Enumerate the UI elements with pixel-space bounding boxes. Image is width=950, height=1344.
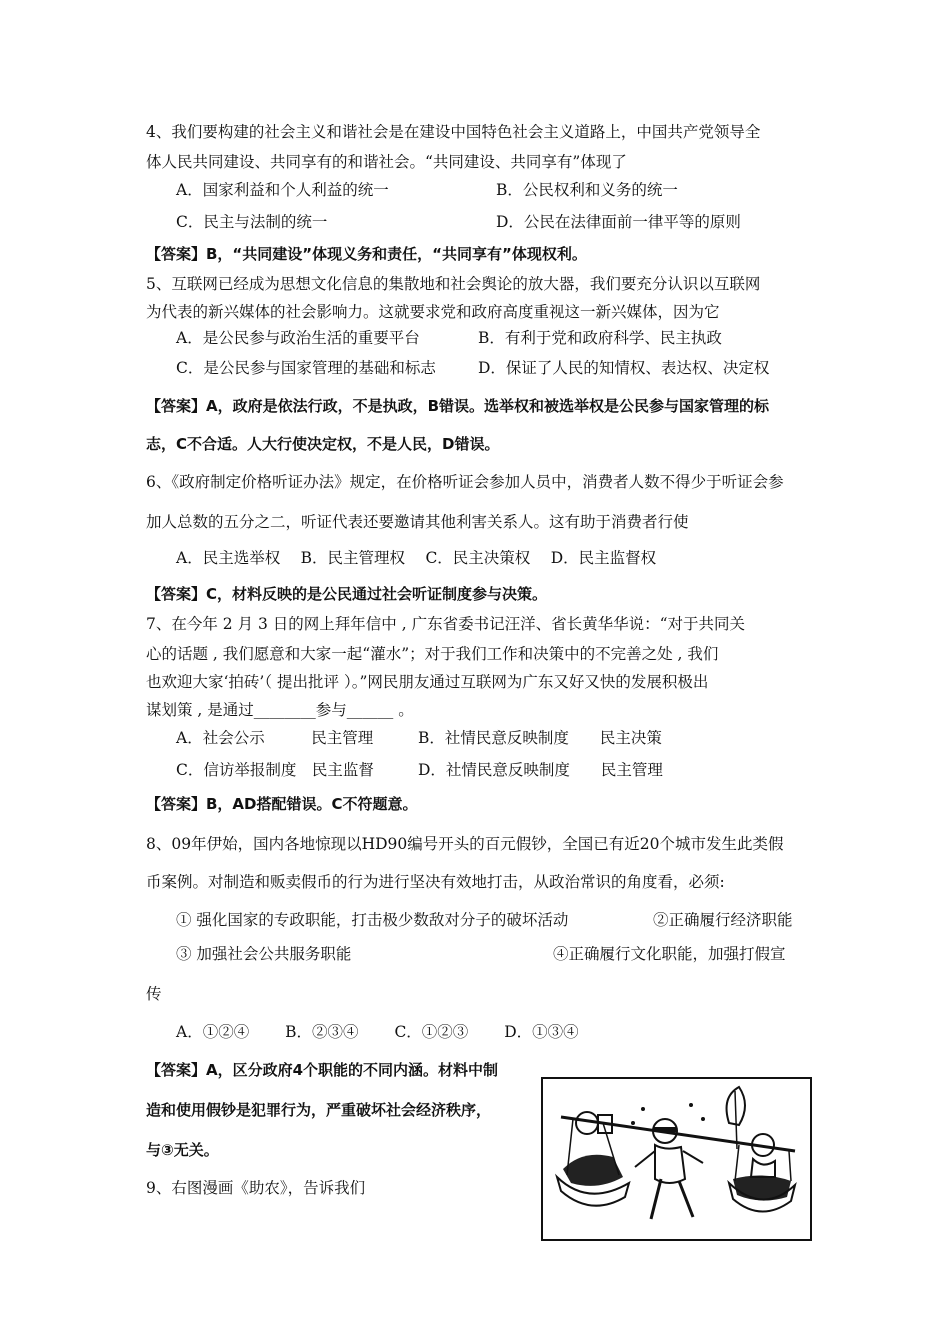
q5-option-c: C．是公民参与国家管理的基础和标志: [176, 359, 436, 377]
q8-stem-line-2: 币案例。对制造和贩卖假币的行为进行坚决有效地打击，从政治常识的角度看，必须:: [146, 873, 725, 891]
q4-answer: 【答案】B，“共同建设”体现义务和责任，“共同享有”体现权利。: [146, 245, 587, 263]
q8-answer-line-2: 造和使用假钞是犯罪行为，严重破坏社会经济秩序，: [146, 1101, 492, 1119]
q4-option-d: D．公民在法律面前一律平等的原则: [496, 213, 741, 231]
q5-stem-line-2: 为代表的新兴媒体的社会影响力。这就要求党和政府高度重视这一新兴媒体，因为它: [146, 303, 720, 321]
q7-option-a: A．社会公示 民主管理: [176, 729, 374, 747]
q6-stem-line-2: 加人总数的五分之二，听证代表还要邀请其他利害关系人。这有助于消费者行使: [146, 513, 689, 531]
q6-options: A．民主选举权 B．民主管理权 C．民主决策权 D．民主监督权: [176, 549, 657, 567]
q7-stem-line-1: 7、在今年 2 月 3 日的网上拜年信中 , 广东省委书记汪洋、省长黄华华说：“对于共同关: [146, 615, 746, 633]
q5-option-a: A．是公民参与政治生活的重要平台: [176, 329, 420, 347]
q8-options: A．①②④ B．②③④ C．①②③ D．①③④: [176, 1023, 579, 1041]
q4-stem-line-2: 体人民共同建设、共同享有的和谐社会。“共同建设、共同享有”体现了: [146, 153, 627, 171]
q8-stem-line-1: 8、09年伊始，国内各地惊现以HD90编号开头的百元假钞，全国已有近20个城市发生此类假: [146, 835, 784, 853]
q4-option-a: A．国家利益和个人利益的统一: [176, 181, 389, 199]
q6-answer: 【答案】C，材料反映的是公民通过社会听证制度参与决策。: [146, 585, 548, 603]
q5-answer-line-1: 【答案】A，政府是依法行政，不是执政，B错误。选举权和被选举权是公民参与国家管理的标: [146, 397, 770, 415]
q7-option-b: B．社情民意反映制度 民主决策: [418, 729, 662, 747]
q9-stem-line-1: 9、右图漫画《助农》，告诉我们: [146, 1179, 366, 1197]
q7-answer: 【答案】B，AD搭配错误。C不符题意。: [146, 795, 418, 813]
q7-option-d: D．社情民意反映制度 民主管理: [418, 761, 663, 779]
q5-stem-line-1: 5、互联网已经成为思想文化信息的集散地和社会舆论的放大器，我们要充分认识以互联网: [146, 275, 761, 293]
q8-answer-line-3: 与③无关。: [146, 1141, 219, 1159]
q8-item-4: ④正确履行文化职能，加强打假宣: [553, 945, 786, 963]
q7-option-c: C．信访举报制度 民主监督: [176, 761, 374, 779]
q4-option-b: B．公民权利和义务的统一: [496, 181, 678, 199]
q8-item-2: ②正确履行经济职能: [653, 911, 793, 929]
cartoon-illustration: [541, 1077, 812, 1241]
cartoon-drawing: [543, 1079, 810, 1239]
q6-stem-line-1: 6、《政府制定价格听证办法》规定，在价格听证会参加人员中，消费者人数不得少于听证会参: [146, 473, 784, 491]
q7-stem-line-3: 也欢迎大家‘拍砖’（ 提出批评 ）。”网民朋友通过互联网为广东又好又快的发展积极出: [146, 673, 709, 691]
q8-item-1: ① 强化国家的专政职能，打击极少数敌对分子的破坏活动: [176, 911, 569, 929]
q5-answer-line-2: 志，C不合适。人大行使决定权，不是人民，D错误。: [146, 435, 500, 453]
q4-stem-line-1: 4、我们要构建的社会主义和谐社会是在建设中国特色社会主义道路上，中国共产党领导全: [146, 123, 761, 141]
q7-stem-line-2: 心的话题 , 我们愿意和大家一起“灌水”；对于我们工作和决策中的不完善之处 , 我们: [146, 645, 719, 663]
q8-item-3: ③ 加强社会公共服务职能: [176, 945, 352, 963]
q8-item-4-continued: 传: [146, 985, 162, 1003]
q5-option-d: D．保证了人民的知情权、表达权、决定权: [478, 359, 770, 377]
q4-option-c: C．民主与法制的统一: [176, 213, 328, 231]
q7-stem-line-4: 谋划策 , 是通过________参与______ 。: [146, 701, 414, 719]
q8-answer-line-1: 【答案】A，区分政府4个职能的不同内涵。材料中制: [146, 1061, 499, 1079]
q5-option-b: B．有利于党和政府科学、民主执政: [478, 329, 722, 347]
